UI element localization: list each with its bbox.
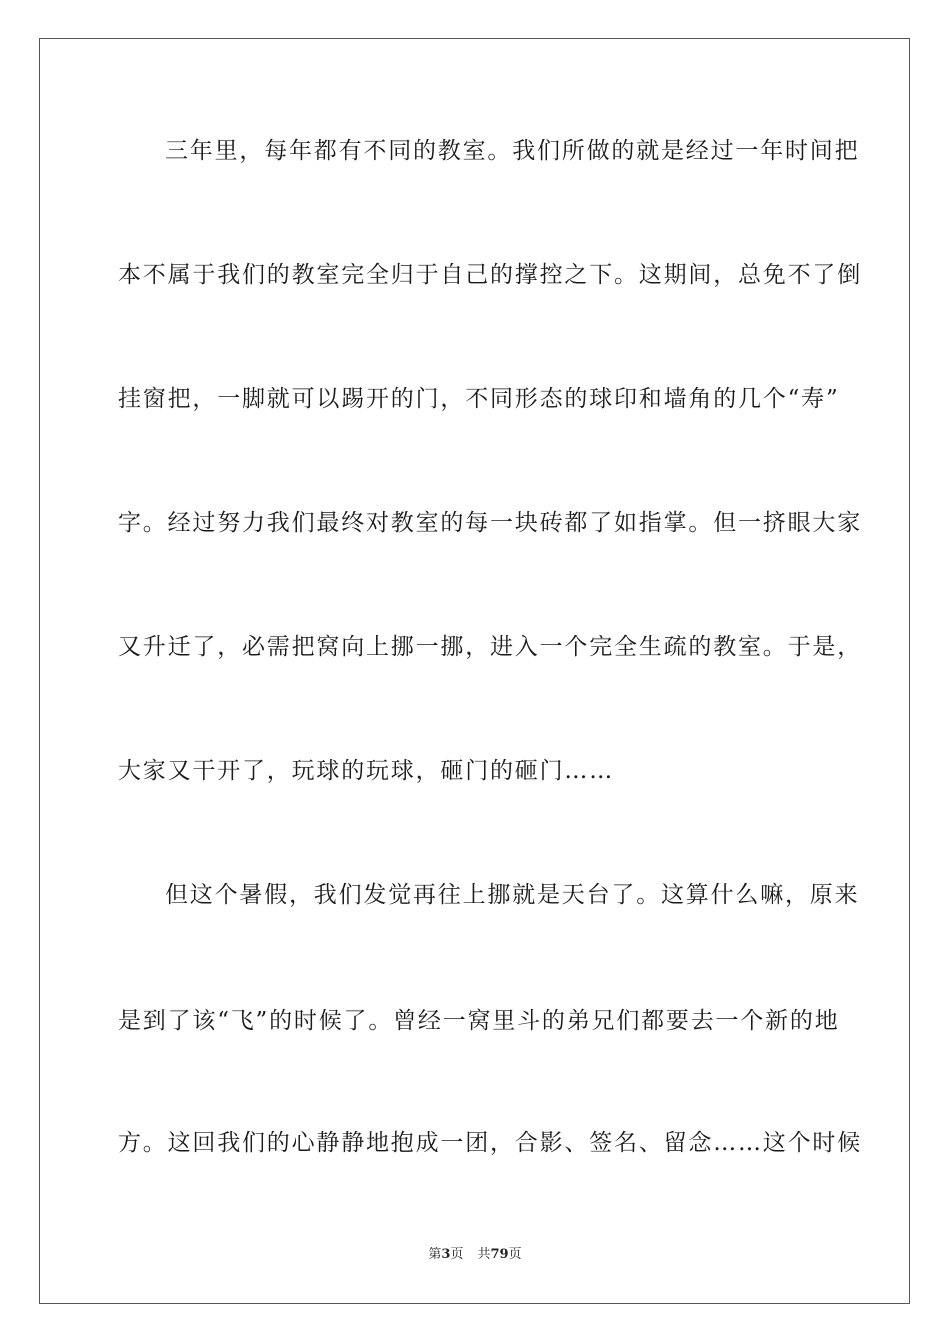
- total-pages: 79: [490, 1247, 509, 1262]
- paragraph-2-line-1: 但这个暑假，我们发觉再往上挪就是天台了。这算什么嘛，原来: [165, 882, 860, 908]
- page-suffix: 页: [450, 1247, 464, 1262]
- paragraph-2-line-3: 方。这回我们的心静静地抱成一团，合影、签名、留念……这个时候: [118, 1130, 862, 1156]
- page-prefix: 第: [428, 1247, 442, 1262]
- paragraph-2-line-2: 是到了该“飞”的时候了。曾经一窝里斗的弟兄们都要去一个新的地: [118, 1008, 840, 1034]
- total-prefix: 共: [477, 1247, 491, 1262]
- page-number: 3: [441, 1247, 451, 1262]
- paragraph-1-line-6: 大家又干开了，玩球的玩球，砸门的砸门……: [118, 758, 614, 784]
- total-suffix: 页: [508, 1247, 522, 1262]
- paragraph-1-line-3: 挂窗把，一脚就可以踢开的门，不同形态的球印和墙角的几个“寿”: [118, 386, 840, 412]
- paragraph-1-line-4: 字。经过努力我们最终对教室的每一块砖都了如指掌。但一挤眼大家: [118, 510, 862, 536]
- paragraph-1-line-2: 本不属于我们的教室完全归于自己的撑控之下。这期间，总免不了倒: [118, 262, 862, 288]
- paragraph-1-line-5: 又升迁了，必需把窝向上挪一挪，进入一个完全生疏的教室。于是，: [118, 634, 862, 660]
- page-footer: [0, 1246, 950, 1264]
- paragraph-1-line-1: 三年里，每年都有不同的教室。我们所做的就是经过一年时间把: [165, 138, 860, 164]
- page-border: [39, 38, 910, 1304]
